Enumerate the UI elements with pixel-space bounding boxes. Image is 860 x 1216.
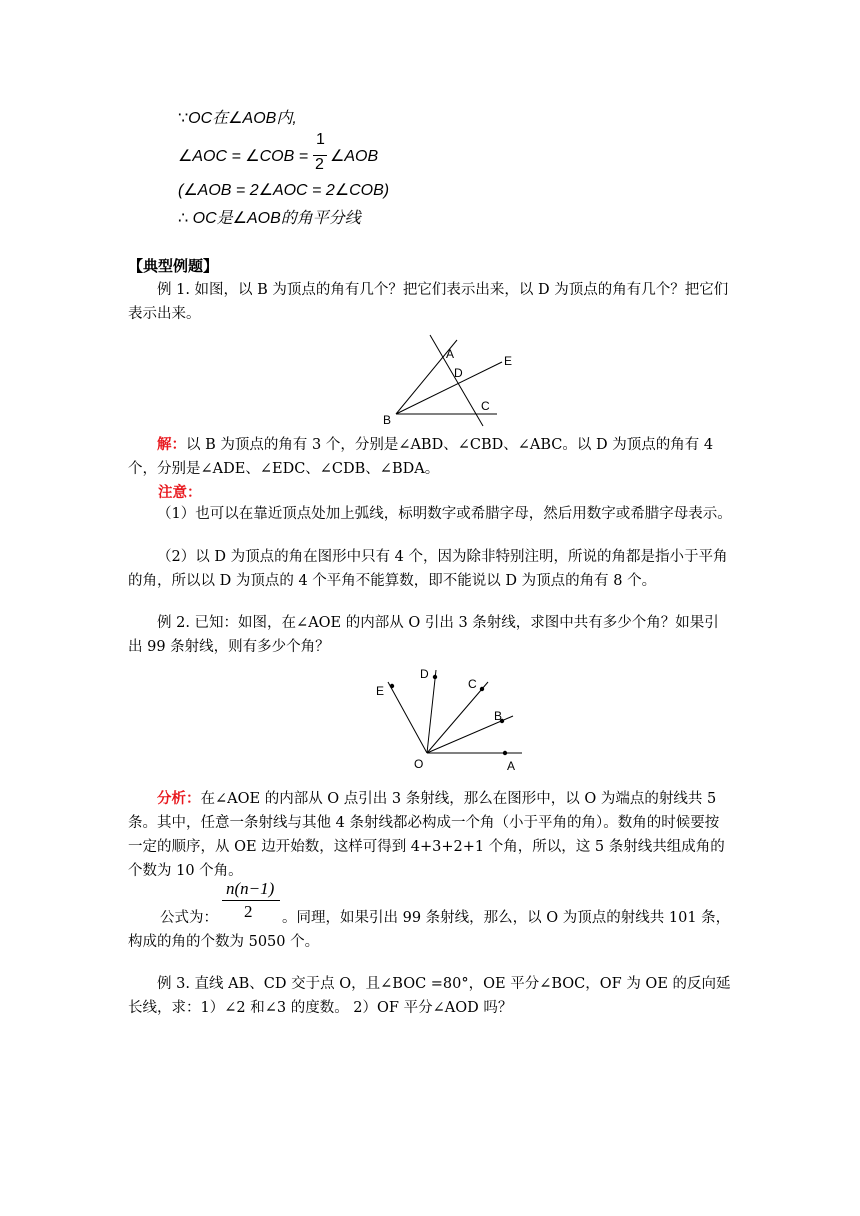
ray-od [427, 670, 436, 753]
point-a [503, 751, 507, 755]
label-a2: A [507, 759, 516, 773]
label-e2: E [376, 684, 385, 698]
example3-question: 例 3. 直线 AB、CD 交于点 O，且∠BOC =80°，OE 平分∠BOC，OF 为 OE 的反向延长线，求：1）∠2 和∠3 的度数。 2）OF 平分∠AOD 吗？ [128, 976, 731, 1016]
formula-prefix: 公式为： [160, 910, 218, 926]
ray-oc [427, 682, 488, 753]
label-o: O [414, 757, 424, 771]
point-e [390, 684, 394, 688]
example1-figure [370, 332, 530, 432]
point-d [433, 675, 437, 679]
analysis-label: 分析： [157, 790, 201, 807]
formula-suffix: 。同理，如果引出 99 条射线，那么，以 O 为顶点的射线共 101 条，构成的角的个数为 5050 个。 [128, 910, 731, 950]
label-c2: C [468, 677, 477, 691]
example1-solution [128, 433, 733, 481]
example2-question: 例 2. 已知：如图，在∠AOE 的内部从 O 引出 3 条射线，求图中共有多少个角？如果引出 99 条射线，则有多少个角？ [128, 615, 719, 655]
def-line-4: ∴ OC是∠AOB的角平分线 [178, 210, 361, 227]
label-d2: D [420, 667, 429, 681]
formula-den: 2 [244, 902, 253, 921]
label-a: A [446, 347, 455, 361]
example2-figure [370, 660, 530, 775]
def-line-2-right: ∠AOB [330, 148, 379, 165]
section-title: 【典型例题】 [128, 257, 219, 275]
label-c: C [481, 399, 490, 413]
ray-oe [388, 682, 427, 753]
label-b: B [383, 413, 392, 427]
note-label: 注意： [158, 484, 202, 501]
note-2: （2）以 D 为顶点的角在图形中只有 4 个，因为除非特别注明，所说的角都是指小于平角的角，所以以 D 为顶点的 4 个平角不能算数，即不能说以 D 为顶点的角有 8 个。 [128, 549, 728, 589]
def-line-3: (∠AOB = 2∠AOC = 2∠COB) [178, 182, 390, 199]
label-b2: B [494, 709, 503, 723]
def-fraction-num: 1 [316, 131, 325, 148]
label-d: D [454, 366, 463, 380]
solution-label: 解： [157, 436, 186, 453]
analysis-text: 在∠AOE 的内部从 O 点引出 3 条射线，那么在图形中，以 O 为端点的射线共 5 条。其中，任意一条射线与其他 4 条射线都必构成一个角（小于平角的角）。数角的时候要按一定的顺序，从 OE 边开始数，这样可得到 4+3+2+1 个角，所以，这 5 条射线共组成角的个数为 10 个角。 [128, 791, 725, 879]
def-line-2-left: ∠AOC = ∠COB = [178, 148, 309, 165]
formula-bar [222, 900, 280, 901]
label-e: E [504, 354, 513, 368]
solution-text: 以 B 为顶点的角有 3 个，分别是∠ABD、∠CBD、∠ABC。以 D 为顶点的角有 4 个，分别是∠ADE、∠EDC、∠CDB、∠BDA。 [128, 437, 714, 477]
example2-analysis [128, 787, 733, 883]
note-1: （1）也可以在靠近顶点处加上弧线，标明数字或希腊字母，然后用数字或希腊字母表示。 [157, 506, 732, 522]
def-fraction-den: 2 [315, 156, 324, 173]
example1-question: 例 1. 如图，以 B 为顶点的角有几个？把它们表示出来，以 D 为顶点的角有几个？把它们表示出来。 [128, 282, 729, 322]
line-ac [430, 335, 483, 426]
formula-num: n(n−1) [226, 879, 275, 898]
point-c [480, 687, 484, 691]
def-line-1: ∵OC在∠AOB内, [178, 110, 297, 127]
